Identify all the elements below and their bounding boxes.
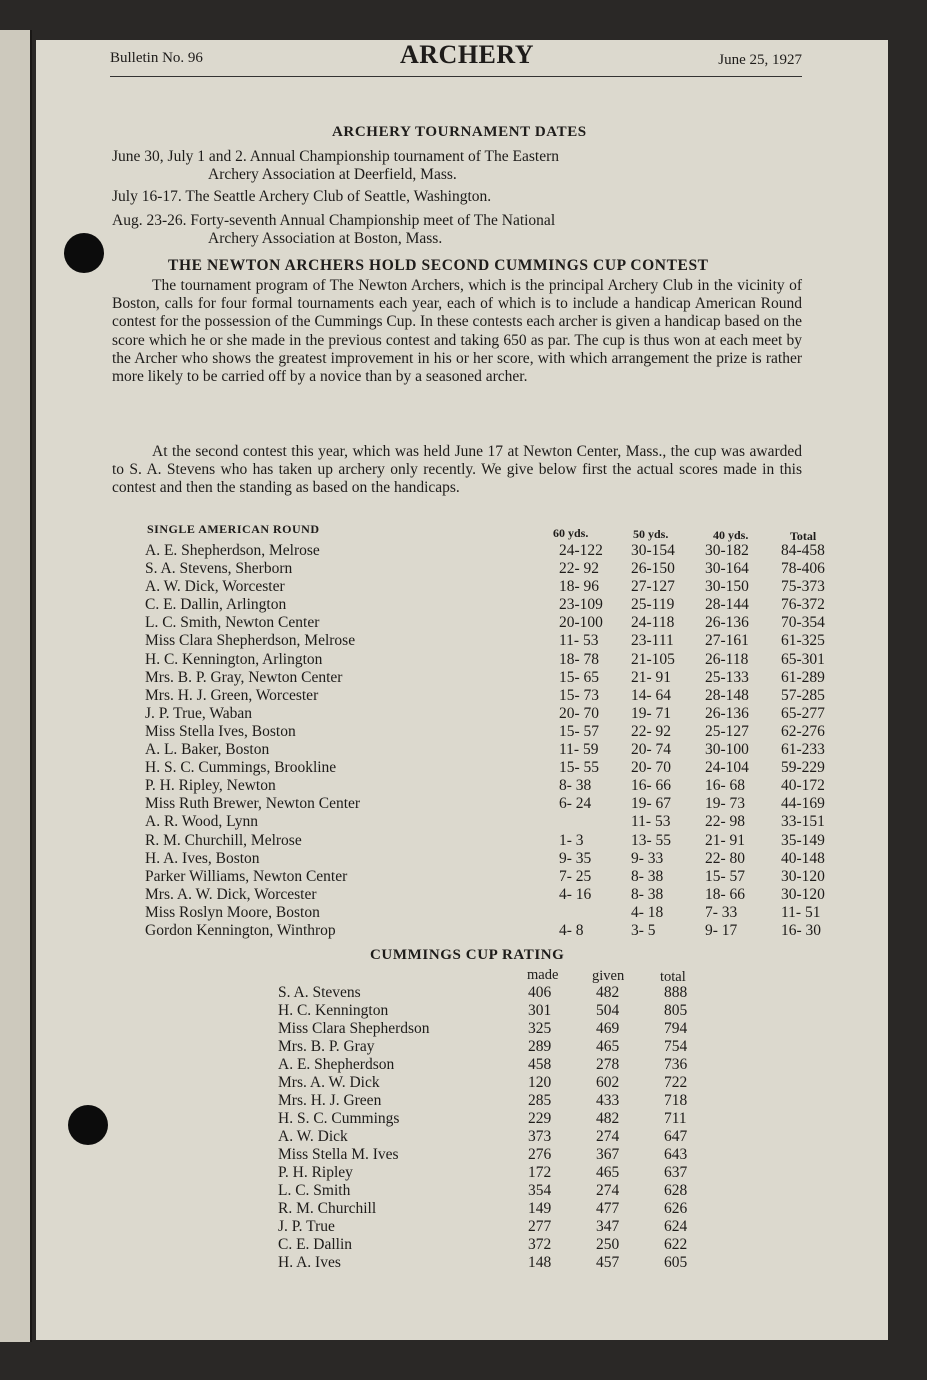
rating-made: 148 — [528, 1254, 552, 1271]
archer-name: Miss Roslyn Moore, Boston — [145, 903, 320, 921]
rating-made: 285 — [528, 1092, 552, 1109]
rating-name: Miss Stella M. Ives — [278, 1146, 399, 1163]
score-total: 76-372 — [781, 596, 825, 614]
table-row — [278, 1218, 758, 1236]
rating-name: S. A. Stevens — [278, 984, 361, 1001]
date-entry-line: Aug. 23-26. Forty-seventh Annual Championship meet of The National — [112, 212, 556, 229]
rating-given: 433 — [596, 1092, 620, 1109]
rating-total: 722 — [664, 1074, 688, 1091]
adjacent-page-edge — [0, 30, 32, 1342]
tournament-dates-heading: ARCHERY TOURNAMENT DATES — [332, 124, 587, 140]
table-row — [278, 1002, 758, 1020]
rating-given: 367 — [596, 1146, 620, 1163]
rating-given: 477 — [596, 1200, 620, 1217]
score-50yds: 27-127 — [631, 578, 675, 596]
rating-given: 274 — [596, 1182, 620, 1199]
archer-name: J. P. True, Waban — [145, 704, 252, 722]
col-header-total: Total — [790, 529, 817, 543]
table-row — [145, 596, 845, 614]
score-60yds: 20-100 — [559, 614, 603, 632]
table-row — [145, 868, 845, 886]
score-60yds: 6- 24 — [559, 795, 592, 813]
bulletin-date: June 25, 1927 — [718, 52, 802, 68]
score-50yds: 23-111 — [631, 632, 674, 650]
rating-total: 888 — [664, 984, 688, 1001]
table-row — [145, 741, 845, 759]
score-total: 70-354 — [781, 614, 825, 632]
score-40yds: 26-118 — [705, 650, 749, 668]
archer-name: A. R. Wood, Lynn — [145, 813, 259, 831]
rating-total: 794 — [664, 1020, 688, 1037]
score-50yds: 20- 74 — [631, 741, 672, 759]
col-header-60yds: 60 yds. — [553, 526, 589, 540]
rating-given: 465 — [596, 1164, 620, 1181]
score-total: 16- 30 — [781, 921, 822, 939]
score-60yds: 7- 25 — [559, 867, 592, 885]
score-50yds: 3- 5 — [631, 921, 656, 939]
rating-name: P. H. Ripley — [278, 1164, 353, 1181]
rating-given: 602 — [596, 1074, 620, 1091]
score-50yds: 25-119 — [631, 596, 675, 614]
scores-table — [145, 542, 845, 940]
table-row — [278, 1182, 758, 1200]
table-row — [278, 1020, 758, 1038]
rating-made: 289 — [528, 1038, 552, 1055]
score-40yds: 30-150 — [705, 578, 749, 596]
table-row — [145, 813, 845, 831]
score-total: 65-301 — [781, 650, 825, 668]
rating-made: 277 — [528, 1218, 552, 1235]
score-60yds: 9- 35 — [559, 849, 592, 867]
score-50yds: 9- 33 — [631, 849, 664, 867]
table-row — [145, 886, 845, 904]
table-row — [145, 832, 845, 850]
bulletin-number: Bulletin No. 96 — [110, 50, 203, 66]
score-40yds: 22- 98 — [705, 813, 746, 831]
score-total: 44-169 — [781, 795, 825, 813]
rating-table — [278, 984, 758, 1272]
table-row — [145, 705, 845, 723]
rating-made: 325 — [528, 1020, 552, 1037]
scores-table-title: SINGLE AMERICAN ROUND — [147, 522, 320, 536]
col-header-50yds: 50 yds. — [633, 527, 669, 541]
score-total: 59-229 — [781, 759, 825, 777]
rating-made: 120 — [528, 1074, 552, 1091]
rating-given: 482 — [596, 1110, 620, 1127]
score-40yds: 21- 91 — [705, 831, 746, 849]
rating-total: 605 — [664, 1254, 688, 1271]
newton-paragraph-1 — [112, 277, 802, 386]
date-entry-line: July 16-17. The Seattle Archery Club of Seattle, Washington. — [112, 188, 492, 205]
score-40yds: 19- 73 — [705, 795, 746, 813]
table-row — [145, 651, 845, 669]
table-row — [145, 632, 845, 650]
rating-header-total: total — [660, 969, 686, 985]
score-60yds: 15- 65 — [559, 668, 600, 686]
table-row — [145, 759, 845, 777]
table-row — [278, 1092, 758, 1110]
archer-name: H. A. Ives, Boston — [145, 849, 260, 867]
score-60yds: 20- 70 — [559, 704, 600, 722]
table-row — [145, 723, 845, 741]
archer-name: A. W. Dick, Worcester — [145, 578, 285, 596]
score-60yds: 11- 59 — [559, 741, 599, 759]
archer-name: H. C. Kennington, Arlington — [145, 650, 323, 668]
date-entry-continuation: Archery Association at Deerfield, Mass. — [208, 166, 457, 183]
archer-name: C. E. Dallin, Arlington — [145, 596, 287, 614]
score-50yds: 24-118 — [631, 614, 675, 632]
rating-total: 622 — [664, 1236, 688, 1253]
score-60yds: 1- 3 — [559, 831, 584, 849]
rating-total: 805 — [664, 1002, 688, 1019]
rating-name: L. C. Smith — [278, 1182, 351, 1199]
date-entry — [112, 212, 802, 248]
table-row — [145, 560, 845, 578]
table-row — [278, 1128, 758, 1146]
score-40yds: 27-161 — [705, 632, 749, 650]
score-50yds: 19- 71 — [631, 704, 672, 722]
score-40yds: 26-136 — [705, 614, 749, 632]
rating-made: 372 — [528, 1236, 552, 1253]
score-60yds: 18- 96 — [559, 578, 600, 596]
table-row — [278, 1056, 758, 1074]
table-row — [145, 614, 845, 632]
rating-total: 628 — [664, 1182, 688, 1199]
archer-name: Parker Williams, Newton Center — [145, 867, 348, 885]
score-40yds: 30-164 — [705, 560, 749, 578]
rating-total: 647 — [664, 1128, 688, 1145]
rating-total: 637 — [664, 1164, 688, 1181]
header-rule — [110, 76, 802, 77]
score-60yds: 23-109 — [559, 596, 603, 614]
score-60yds: 15- 55 — [559, 759, 600, 777]
score-40yds: 22- 80 — [705, 849, 746, 867]
archer-name: P. H. Ripley, Newton — [145, 777, 276, 795]
rating-name: H. A. Ives — [278, 1254, 341, 1271]
table-row — [145, 578, 845, 596]
rating-name: Mrs. B. P. Gray — [278, 1038, 375, 1055]
page-header — [110, 40, 802, 78]
score-50yds: 8- 38 — [631, 885, 664, 903]
date-entry — [112, 148, 802, 184]
score-total: 62-276 — [781, 722, 825, 740]
table-row — [278, 984, 758, 1002]
score-50yds: 4- 18 — [631, 903, 664, 921]
page-title: ARCHERY — [400, 40, 535, 69]
newton-paragraph-2 — [112, 443, 802, 498]
rating-name: Mrs. A. W. Dick — [278, 1074, 380, 1091]
score-total: 35-149 — [781, 831, 825, 849]
score-50yds: 16- 66 — [631, 777, 672, 795]
date-entry — [112, 188, 802, 206]
rating-total: 643 — [664, 1146, 688, 1163]
rating-header-made: made — [527, 967, 559, 983]
table-row — [145, 687, 845, 705]
score-50yds: 22- 92 — [631, 722, 672, 740]
score-total: 11- 51 — [781, 903, 821, 921]
score-40yds: 7- 33 — [705, 903, 738, 921]
rating-total: 624 — [664, 1218, 688, 1235]
score-total: 61-289 — [781, 668, 825, 686]
score-60yds: 24-122 — [559, 542, 603, 559]
score-50yds: 21- 91 — [631, 668, 672, 686]
rating-total: 736 — [664, 1056, 688, 1073]
newton-section-heading: THE NEWTON ARCHERS HOLD SECOND CUMMINGS CUP CONTEST — [168, 257, 709, 274]
score-40yds: 18- 66 — [705, 885, 746, 903]
rating-name: A. W. Dick — [278, 1128, 348, 1145]
table-row — [278, 1236, 758, 1254]
table-row — [145, 542, 845, 560]
rating-header-given: given — [592, 968, 625, 984]
score-40yds: 9- 17 — [705, 921, 738, 939]
score-40yds: 28-144 — [705, 596, 749, 614]
score-60yds: 4- 8 — [559, 921, 584, 939]
archer-name: Miss Clara Shepherdson, Melrose — [145, 632, 356, 650]
rating-name: A. E. Shepherdson — [278, 1056, 395, 1073]
score-total: 61-325 — [781, 632, 825, 650]
rating-given: 250 — [596, 1236, 620, 1253]
rating-total: 718 — [664, 1092, 688, 1109]
archer-name: R. M. Churchill, Melrose — [145, 831, 302, 849]
score-40yds: 16- 68 — [705, 777, 746, 795]
rating-total: 754 — [664, 1038, 688, 1055]
score-total: 75-373 — [781, 578, 825, 596]
rating-total: 626 — [664, 1200, 688, 1217]
archer-name: Miss Ruth Brewer, Newton Center — [145, 795, 361, 813]
rating-name: J. P. True — [278, 1218, 335, 1235]
score-50yds: 14- 64 — [631, 686, 672, 704]
score-40yds: 15- 57 — [705, 867, 746, 885]
table-row — [145, 922, 845, 940]
score-60yds: 8- 38 — [559, 777, 592, 795]
archer-name: Mrs. H. J. Green, Worcester — [145, 686, 319, 704]
score-total: 40-148 — [781, 849, 825, 867]
score-50yds: 11- 53 — [631, 813, 671, 831]
score-total: 78-406 — [781, 560, 825, 578]
rating-name: H. C. Kennington — [278, 1002, 389, 1019]
binder-hole-top — [64, 233, 104, 273]
archer-name: Miss Stella Ives, Boston — [145, 722, 296, 740]
score-total: 84-458 — [781, 542, 825, 559]
table-row — [278, 1146, 758, 1164]
score-40yds: 25-133 — [705, 668, 749, 686]
rating-name: H. S. C. Cummings — [278, 1110, 400, 1127]
rating-made: 172 — [528, 1164, 552, 1181]
rating-made: 301 — [528, 1002, 552, 1019]
score-40yds: 24-104 — [705, 759, 749, 777]
score-40yds: 28-148 — [705, 686, 749, 704]
score-total: 33-151 — [781, 813, 825, 831]
archer-name: Gordon Kennington, Winthrop — [145, 921, 336, 939]
score-total: 57-285 — [781, 686, 825, 704]
table-row — [278, 1110, 758, 1128]
score-total: 40-172 — [781, 777, 825, 795]
table-row — [145, 777, 845, 795]
rating-name: R. M. Churchill — [278, 1200, 377, 1217]
archer-name: A. E. Shepherdson, Melrose — [145, 542, 320, 559]
rating-made: 149 — [528, 1200, 552, 1217]
archer-name: L. C. Smith, Newton Center — [145, 614, 320, 632]
score-60yds: 11- 53 — [559, 632, 599, 650]
table-row — [278, 1254, 758, 1272]
score-total: 30-120 — [781, 885, 825, 903]
col-header-40yds: 40 yds. — [713, 528, 749, 542]
archer-name: A. L. Baker, Boston — [145, 741, 270, 759]
paragraph-text: At the second contest this year, which was held June 17 at Newton Center, Mass., the cup was awarded to S. A. Stevens who has taken up archery only recently. We give below first the actual scores made in this contest and then the standing as based on the handicaps. — [112, 443, 802, 497]
rating-total: 711 — [664, 1110, 687, 1127]
score-50yds: 20- 70 — [631, 759, 672, 777]
date-entry-continuation: Archery Association at Boston, Mass. — [208, 230, 443, 247]
paragraph-text: The tournament program of The Newton Archers, which is the principal Archery Club in the vicinity of Boston, calls for four formal tournaments each year, each of which is to include a handicap American Round contest for the possession of the Cummings Cup. In these contests each archer is given a handicap based on the score which he or she made in the previous contest and taking 650 as par. The cup is thus won at each meet by the Archer who shows the greatest improvement in his or her score, with which arrangement the prize is rather more likely to be carried off by a novice than by a seasoned archer. — [112, 277, 802, 386]
rating-given: 504 — [596, 1002, 620, 1019]
score-50yds: 19- 67 — [631, 795, 672, 813]
score-50yds: 30-154 — [631, 542, 675, 559]
table-row — [145, 795, 845, 813]
rating-given: 457 — [596, 1254, 620, 1271]
rating-given: 274 — [596, 1128, 620, 1145]
table-row — [278, 1074, 758, 1092]
rating-given: 278 — [596, 1056, 620, 1073]
score-60yds: 18- 78 — [559, 650, 600, 668]
score-60yds: 22- 92 — [559, 560, 600, 578]
rating-made: 354 — [528, 1182, 552, 1199]
rating-name: C. E. Dallin — [278, 1236, 353, 1253]
rating-made: 276 — [528, 1146, 552, 1163]
score-50yds: 26-150 — [631, 560, 675, 578]
score-50yds: 13- 55 — [631, 831, 672, 849]
score-60yds: 15- 57 — [559, 722, 600, 740]
score-40yds: 26-136 — [705, 704, 749, 722]
table-row — [278, 1164, 758, 1182]
rating-name: Miss Clara Shepherdson — [278, 1020, 430, 1037]
archer-name: Mrs. B. P. Gray, Newton Center — [145, 668, 343, 686]
rating-given: 482 — [596, 984, 620, 1001]
score-total: 61-233 — [781, 741, 825, 759]
score-60yds: 4- 16 — [559, 885, 592, 903]
rating-name: Mrs. H. J. Green — [278, 1092, 382, 1109]
rating-made: 406 — [528, 984, 552, 1001]
binder-hole-bottom — [68, 1105, 108, 1145]
score-50yds: 21-105 — [631, 650, 675, 668]
archer-name: Mrs. A. W. Dick, Worcester — [145, 885, 317, 903]
rating-made: 229 — [528, 1110, 552, 1127]
score-total: 65-277 — [781, 704, 825, 722]
archer-name: S. A. Stevens, Sherborn — [145, 560, 293, 578]
table-row — [278, 1038, 758, 1056]
score-40yds: 30-182 — [705, 542, 749, 559]
rating-made: 373 — [528, 1128, 552, 1145]
rating-heading: CUMMINGS CUP RATING — [370, 947, 565, 963]
table-row — [145, 904, 845, 922]
rating-made: 458 — [528, 1056, 552, 1073]
table-row — [278, 1200, 758, 1218]
rating-given: 465 — [596, 1038, 620, 1055]
score-40yds: 30-100 — [705, 741, 749, 759]
score-total: 30-120 — [781, 867, 825, 885]
score-60yds: 15- 73 — [559, 686, 600, 704]
rating-given: 347 — [596, 1218, 620, 1235]
date-entry-line: June 30, July 1 and 2. Annual Championship tournament of The Eastern — [112, 148, 559, 165]
table-row — [145, 669, 845, 687]
score-50yds: 8- 38 — [631, 867, 664, 885]
rating-given: 469 — [596, 1020, 620, 1037]
table-row — [145, 850, 845, 868]
archer-name: H. S. C. Cummings, Brookline — [145, 759, 337, 777]
score-40yds: 25-127 — [705, 722, 749, 740]
